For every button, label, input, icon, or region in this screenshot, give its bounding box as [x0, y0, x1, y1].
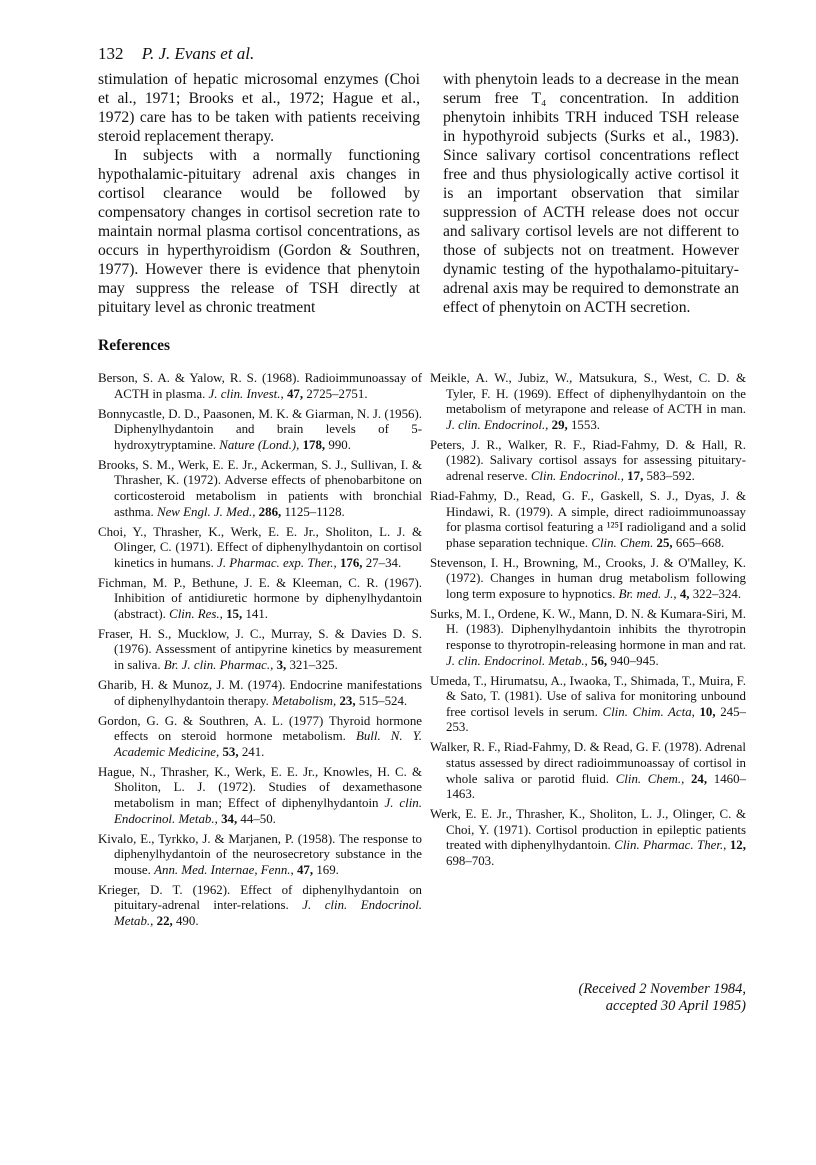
reference-item: Meikle, A. W., Jubiz, W., Matsukura, S., West, C. D. & Tyler, F. H. (1969). Effect of diphenylhydantoin on the metabolism of metyrapone and release of ACTH in man. J. clin. Endocrinol., 29, 1553.	[430, 371, 746, 432]
body-paragraph-2: In subjects with a normally functioning hypothalamic-pituitary adrenal axis changes in cortisol clearance would be followed by compensatory changes in cortisol secretion rate to maintain normal plasma cortisol concentrations, as occurs in hyperthyroidism (Gordon & Southren, 1977). However there is evidence that phenytoin may suppress the release of TSH directly at pituitary level as chronic treatment	[98, 147, 420, 316]
reference-item: Bonnycastle, D. D., Paasonen, M. K. & Giarman, N. J. (1956). Diphenylhydantoin and brain levels of 5-hydroxytryptamine. Nature (Lond.), 178, 990.	[98, 406, 422, 452]
received-date: (Received 2 November 1984,	[578, 981, 746, 997]
reference-item: Kivalo, E., Tyrkko, J. & Marjanen, P. (1958). The response to diphenylhydantoin of the neurosecretory substance in the mouse. Ann. Med. Internae, Fenn., 47, 169.	[98, 831, 422, 877]
reference-item: Gharib, H. & Munoz, J. M. (1974). Endocrine manifestations of diphenylhydantoin therapy. Metabolism, 23, 515–524.	[98, 678, 422, 708]
reference-item: Stevenson, I. H., Browning, M., Crooks, J. & O'Malley, K. (1972). Changes in human drug metabolism following long term exposure to hypnotics. Br. med. J., 4, 322–324.	[430, 555, 746, 601]
references-heading: References	[98, 337, 171, 354]
reference-item: Walker, R. F., Riad-Fahmy, D. & Read, G. F. (1978). Adrenal status assessed by direct radioimmunoassay of cortisol in whole saliva or parotid fluid. Clin. Chem., 24, 1460–1463.	[430, 740, 747, 802]
received-note	[446, 981, 746, 1015]
body-paragraph-3: with phenytoin leads to a decrease in the mean serum free T₄ concentration. In addition phenytoin inhibits TRH induced TSH release in hypothyroid subjects (Surks et al., 1983). Since salivary cortisol concentrations reflect free and thus physiologically active cortisol it is an important observation that similar suppression of ACTH release does not occur and salivary cortisol levels are not different to those of subjects not on treatment. However dynamic testing of the hypothalamo-pituitary-adrenal axis may be required to demonstrate an effect of phenytoin on ACTH secretion.	[443, 71, 739, 316]
reference-item: Berson, S. A. & Yalow, R. S. (1968). Radioimmunoassay of ACTH in plasma. J. clin. Invest., 47, 2725–2751.	[98, 371, 422, 401]
reference-item: Krieger, D. T. (1962). Effect of diphenylhydantoin on pituitary-adrenal inter-relations. J. clin. Endocrinol. Metab., 22, 490.	[98, 882, 423, 928]
page-number: 132	[98, 44, 124, 63]
running-header	[98, 44, 254, 64]
body-paragraph-1: stimulation of hepatic microsomal enzymes (Choi et al., 1971; Brooks et al., 1972; Hague et al., 1972) care has to be taken with patients receiving steroid replacement therapy.	[98, 71, 420, 145]
reference-item: Gordon, G. G. & Southren, A. L. (1977) Thyroid hormone effects on steroid hormone metabolism. Bull. N. Y. Academic Medicine, 53, 241.	[98, 713, 422, 759]
reference-item: Peters, J. R., Walker, R. F., Riad-Fahmy, D. & Hall, R. (1982). Salivary cortisol assays for assessing pituitary-adrenal reserve. Clin. Endocrinol., 17, 583–592.	[430, 437, 746, 483]
reference-item: Surks, M. I., Ordene, K. W., Mann, D. N. & Kumara-Siri, M. H. (1983). Diphenylhydantoin inhibits the thyrotropin response to thyrotropin-releasing hormone in man and rat. J. clin. Endocrinol. Metab., 56, 940–945.	[430, 606, 746, 668]
reference-item: Werk, E. E. Jr., Thrasher, K., Sholiton, L. J., Olinger, C. & Choi, Y. (1971). Cortisol production in epileptic patients treated with diphenylhydantoin. Clin. Pharmac. Ther., 12, 698–703.	[430, 807, 746, 868]
references-right-column	[430, 371, 746, 874]
accepted-date: accepted 30 April 1985)	[605, 998, 746, 1014]
body-right-column	[443, 70, 739, 317]
running-author: P. J. Evans et al.	[141, 44, 255, 63]
reference-item: Riad-Fahmy, D., Read, G. F., Gaskell, S. J., Dyas, J. & Hindawi, R. (1979). A simple, direct radioimmunoassay for plasma cortisol featuring a ¹²⁵I radioligand and a solid phase separation technique. Clin. Chem. 25, 665–668.	[430, 488, 746, 550]
reference-item: Hague, N., Thrasher, K., Werk, E. E. Jr., Knowles, H. C. & Sholiton, L. J. (1972). Studies of dexamethasone metabolism in man; Effect of diphenylhydantoin J. clin. Endocrinol. Metab., 34, 44–50.	[98, 764, 422, 826]
reference-item: Brooks, S. M., Werk, E. E. Jr., Ackerman, S. J., Sullivan, I. & Thrasher, K. (1972). Adverse effects of phenobarbitone on corticosteroid metabolism in patients with bronchial asthma. New Engl. J. Med., 286, 1125–1128.	[98, 457, 422, 519]
reference-item: Fraser, H. S., Mucklow, J. C., Murray, S. & Davies D. S. (1976). Assessment of antipyrine kinetics by measurement in saliva. Br. J. clin. Pharmac., 3, 321–325.	[98, 626, 422, 673]
references-left-column	[98, 371, 422, 934]
reference-item: Choi, Y., Thrasher, K., Werk, E. E. Jr., Sholiton, L. J. & Olinger, C. (1971). Effect of diphenylhydantoin on cortisol kinetics in humans. J. Pharmac. exp. Ther., 176, 27–34.	[98, 524, 422, 570]
body-left-column	[98, 70, 420, 317]
reference-item: Umeda, T., Hirumatsu, A., Iwaoka, T., Shimada, T., Muira, F. & Sato, T. (1981). Use of saliva for monitoring unbound free cortisol levels in serum. Clin. Chim. Acta, 10, 245–253.	[430, 673, 746, 735]
reference-item: Fichman, M. P., Bethune, J. E. & Kleeman, C. R. (1967). Inhibition of antidiuretic hormone by diphenylhydantoin (abstract). Clin. Res., 15, 141.	[98, 575, 422, 621]
